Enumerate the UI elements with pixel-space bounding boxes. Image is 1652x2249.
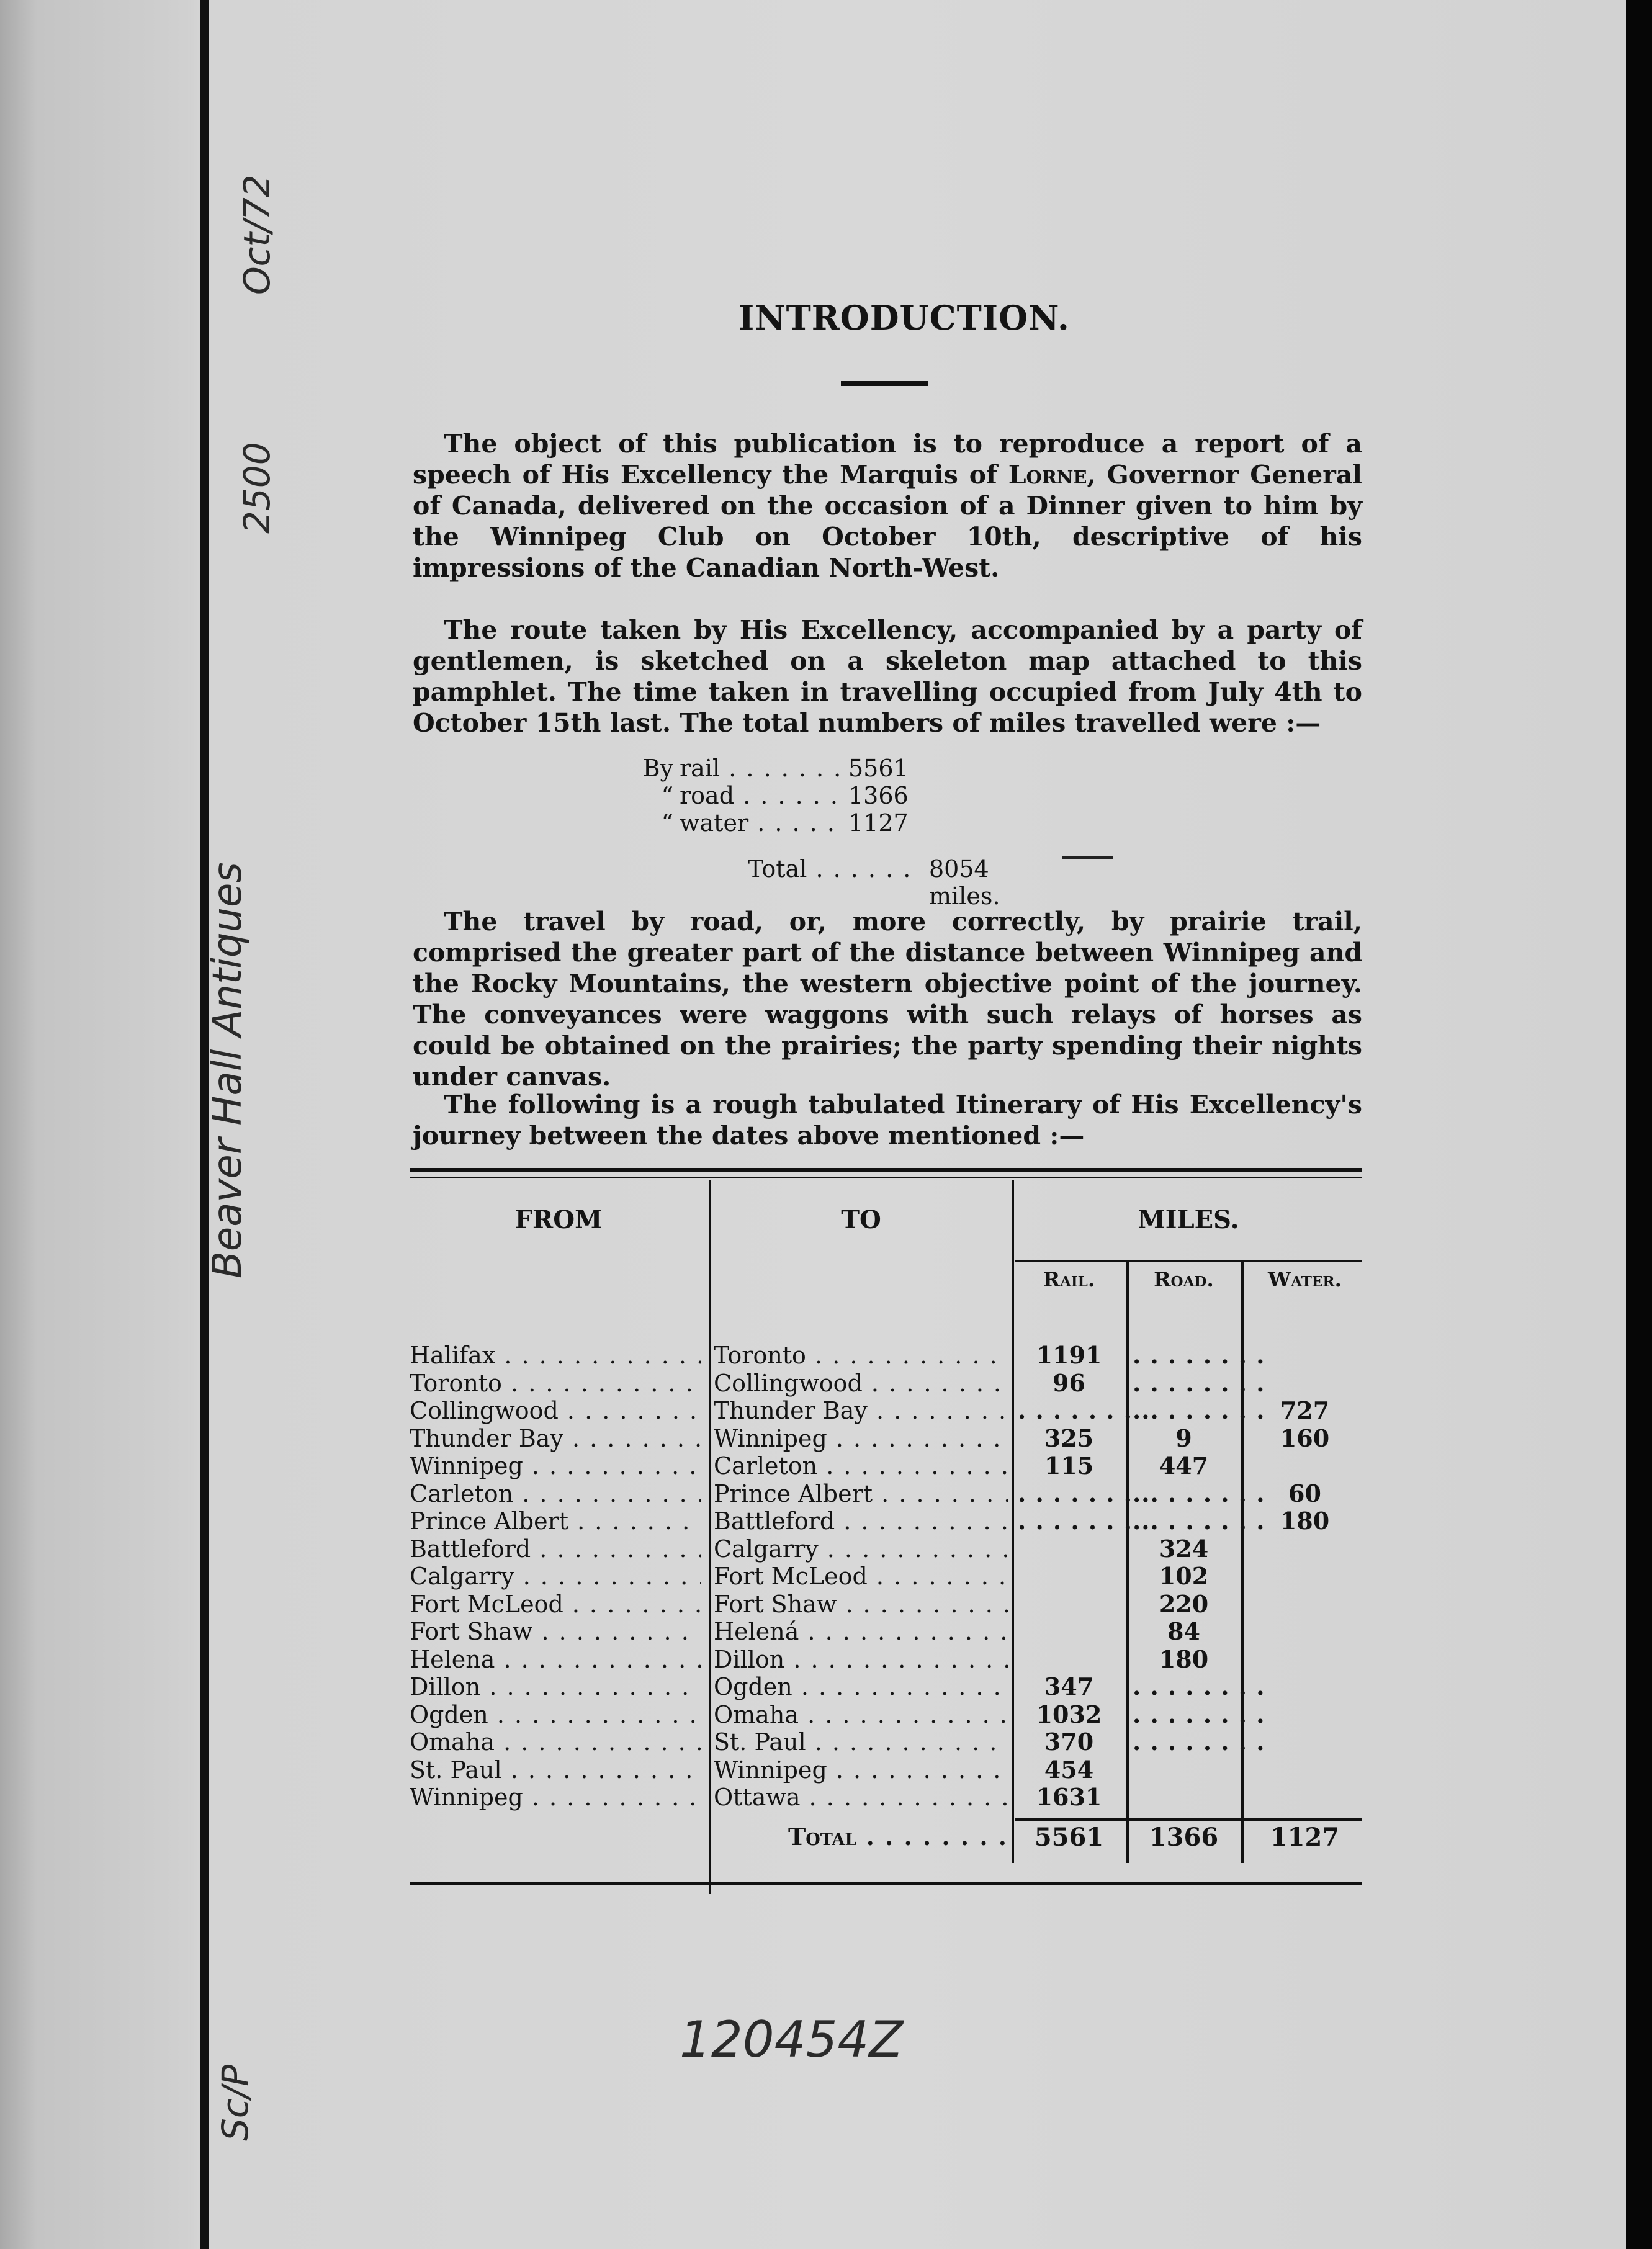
cell-road [1133,1370,1235,1397]
cell-road [1133,1728,1235,1756]
cell-road [1133,1701,1235,1728]
summary-lead: “ [661,809,673,837]
cell-rail [1018,1507,1120,1535]
cell-from: Collingwood . . . [410,1397,701,1424]
header-rail: Rail. [1043,1267,1095,1291]
total-label: Total . . . [714,1823,1008,1851]
header-road: Road. [1154,1267,1214,1291]
table-row [410,1535,1362,1563]
cell-rail: 1191 [1036,1341,1102,1369]
table-row [410,1480,1362,1507]
page-title: INTRODUCTION. [738,298,1070,338]
margin-price-note: 2500 [236,442,278,534]
table-row [410,1673,1362,1700]
table-row [410,1507,1362,1535]
header-miles: MILES. [1138,1205,1239,1234]
cell-road [1133,1397,1235,1424]
cell-from: Winnipeg . . . [410,1452,701,1479]
cell-water: 727 [1280,1396,1330,1424]
p1-name: Lorne [1008,460,1087,490]
header-to: TO [841,1205,881,1234]
margin-dealer-note: Beaver Hall Antiques [205,862,251,1278]
cell-from: Battleford . . . [410,1535,701,1563]
intro-paragraph-2: The route taken by His Excellency, accompanied by a party of gentlemen, is sketched on a skeleton map attached to this pamphlet. The time taken in travelling occupied from July 4th to October 15th last. The total numbers of miles travelled were :— [413,615,1362,738]
cell-to: St. Paul . . . [714,1728,1008,1756]
summary-lead: “ [661,782,673,809]
table-row [410,1784,1362,1811]
cell-from: Thunder Bay . . . [410,1425,701,1452]
intro-paragraph-4: The following is a rough tabulated Itinerary of His Excellency's journey between the dates above mentioned :— [413,1090,1362,1151]
cell-rail: 96 [1053,1368,1085,1397]
table-row [410,1756,1362,1784]
cell-rail: 370 [1044,1728,1094,1756]
table-row [410,1618,1362,1645]
margin-date-note: Oct/72 [236,174,278,295]
accession-number: 120454Z [680,2011,904,2068]
table-top-rule-2 [410,1177,1362,1178]
table-row [410,1563,1362,1590]
summary-mode: road . . . [680,782,841,809]
p1-text-b: , Governor General of Canada, delivered on the occasion of a Dinner given to him by the Winnipeg Club on October 10th, descriptive of his impressions of the Canadian North-West. [413,460,1363,583]
cell-road: 9 [1175,1424,1192,1452]
cell-from: St. Paul . . . [410,1756,701,1784]
table-row [410,1425,1362,1452]
miles-header-rule [1015,1260,1362,1262]
cell-road: 102 [1159,1562,1209,1590]
cell-from: Winnipeg . . . [410,1784,701,1811]
cell-to: Calgarry . . . [714,1535,1008,1563]
cell-to: Winnipeg . . . [714,1425,1008,1452]
table-row [410,1646,1362,1673]
cell-rail [1018,1480,1120,1507]
cell-road [1133,1342,1235,1369]
cell-to: Toronto . . . [714,1342,1008,1369]
cell-to: Prince Albert . . . [714,1480,1008,1507]
header-water: Water. [1268,1267,1342,1291]
cell-rail: 115 [1044,1452,1094,1479]
cell-to: Carleton . . . [714,1452,1008,1479]
table-row [410,1728,1362,1756]
cell-road: 324 [1159,1534,1209,1563]
cell-from: Carleton . . . [410,1480,701,1507]
cell-from: Fort Shaw . . . [410,1618,701,1645]
cell-water: 60 [1288,1479,1321,1507]
cell-rail [1018,1397,1120,1424]
header-from: FROM [514,1205,603,1234]
summary-miles: 1127 [848,809,909,837]
intro-paragraph-3: The travel by road, or, more correctly, by prairie trail, comprised the greater part of the distance between Winnipeg and the Rocky Mountains, the western objective point of the journey. The conveyances were waggons with such relays of horses as could be obtained on the prairies; the party spending their nights under canvas. [413,907,1362,1092]
cell-road [1133,1480,1235,1507]
p1-text-a: The object of this publication is to reproduce a report of a speech of His Excellency the Marquis of [413,429,1362,490]
table-top-rule [410,1168,1362,1172]
cell-from: Halifax . . . [410,1342,701,1369]
summary-total-spacer [599,855,748,886]
summary-mode: water . . . [680,809,841,837]
cell-to: Helená . . . [714,1618,1008,1645]
mileage-summary [599,755,1250,910]
summary-mode: rail . . . [680,755,841,782]
cell-rail: 1032 [1036,1700,1102,1728]
table-bottom-rule [410,1882,1362,1885]
total-water: 1127 [1270,1823,1340,1852]
cell-to: Dillon . . . [714,1646,1008,1673]
cell-rail: 347 [1044,1672,1094,1700]
cell-from: Prince Albert . . . [410,1507,701,1535]
total-rule [1015,1818,1362,1821]
cell-from: Omaha . . . [410,1728,701,1756]
cell-rail: 1631 [1036,1783,1102,1811]
table-row [410,1342,1362,1369]
cell-road: 84 [1167,1617,1200,1645]
summary-total-label: Total . . . [748,855,922,886]
table-row [410,1370,1362,1397]
page-edge-shadow [1626,0,1652,2249]
total-road: 1366 [1149,1823,1219,1852]
table-row [410,1452,1362,1479]
itinerary-table [410,1168,1362,1894]
cell-road: 447 [1159,1452,1209,1479]
cell-to: Winnipeg . . . [714,1756,1008,1784]
cell-to: Collingwood . . . [714,1370,1008,1397]
intro-paragraph-1 [413,428,1362,583]
title-rule [841,381,928,386]
summary-rule [1062,856,1113,859]
cell-to: Thunder Bay . . . [714,1397,1008,1424]
cell-water: 180 [1280,1507,1330,1535]
cell-from: Calgarry . . . [410,1563,701,1590]
cell-road: 220 [1159,1589,1209,1618]
summary-miles: 5561 [848,755,909,782]
summary-lead: By [642,755,673,782]
cell-water: 160 [1280,1424,1330,1452]
table-row [410,1397,1362,1424]
cell-from: Ogden . . . [410,1701,701,1728]
summary-total-row [599,855,1250,910]
cell-to: Fort Shaw . . . [714,1591,1008,1618]
cell-road: 180 [1159,1645,1209,1673]
cell-to: Fort McLeod . . . [714,1563,1008,1590]
cell-from: Dillon . . . [410,1673,701,1700]
cell-rail: 454 [1044,1755,1094,1784]
cell-from: Fort McLeod . . . [410,1591,701,1618]
cell-to: Ogden . . . [714,1673,1008,1700]
summary-row [599,809,1250,837]
cell-to: Ottawa . . . [714,1784,1008,1811]
table-row [410,1591,1362,1618]
margin-catalog-note: Sc/P [214,2064,256,2141]
summary-total-miles: 8054 miles. [929,855,1000,910]
cell-to: Omaha . . . [714,1701,1008,1728]
cell-rail: 325 [1044,1424,1094,1452]
cell-from: Helena . . . [410,1646,701,1673]
total-rail: 5561 [1034,1823,1104,1852]
cell-road [1133,1673,1235,1700]
summary-row [599,782,1250,809]
table-row [410,1701,1362,1728]
cell-road [1133,1507,1235,1535]
summary-row [599,755,1250,782]
cell-to: Battleford . . . [714,1507,1008,1535]
summary-miles: 1366 [848,782,909,809]
cell-from: Toronto . . . [410,1370,701,1397]
